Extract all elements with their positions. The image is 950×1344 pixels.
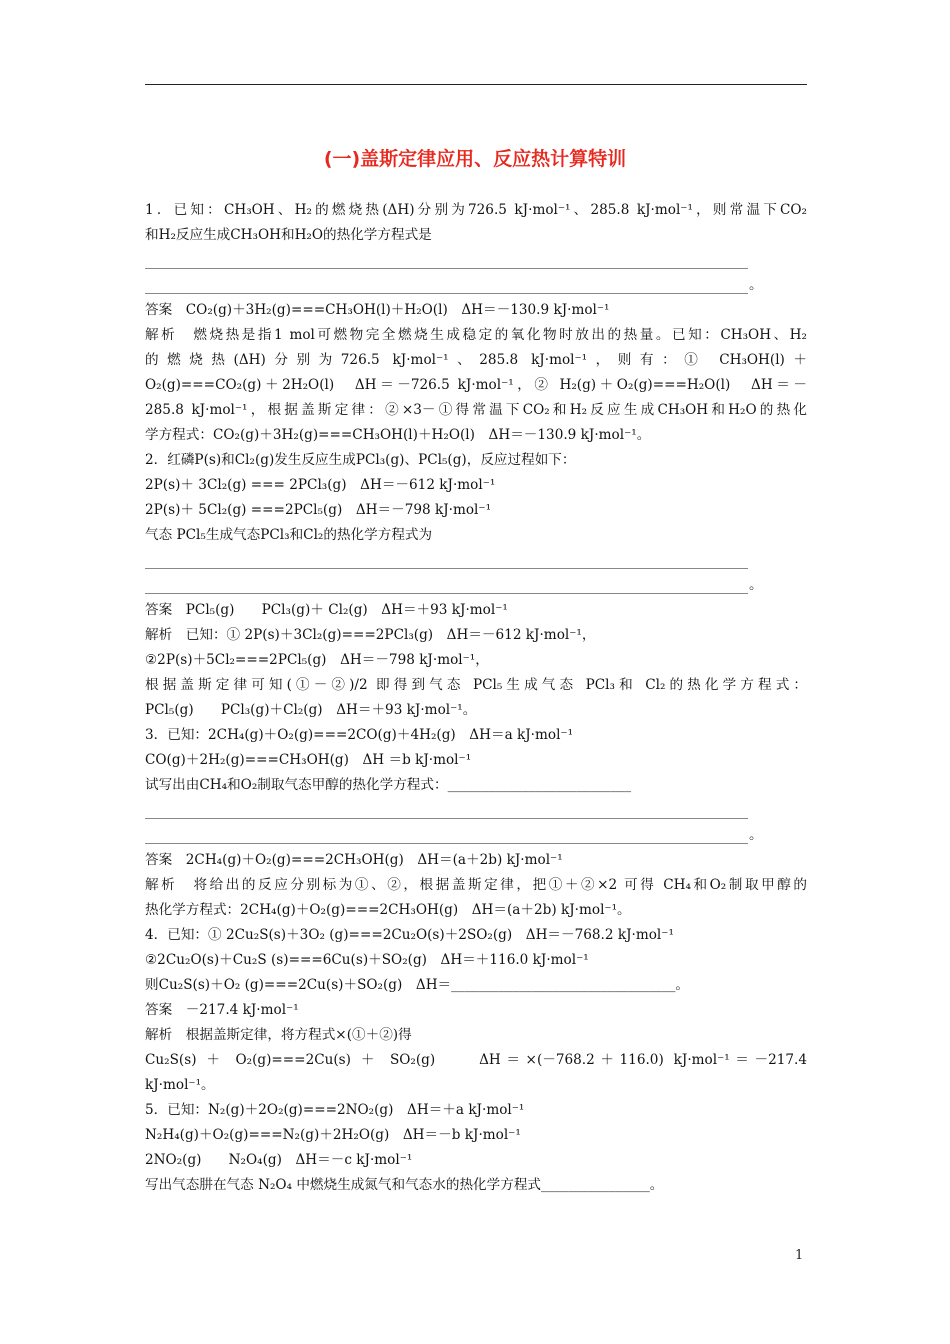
- text-line: 4．已知：① 2Cu₂S(s)＋3O₂ (g)===2Cu₂O(s)＋2SO₂(g) ΔH＝－768.2 kJ·mol⁻¹: [145, 927, 674, 943]
- answer-underline: [145, 268, 748, 269]
- text-line: N₂H₄(g)＋O₂(g)===N₂(g)＋2H₂O(g) ΔH＝－b kJ·mol⁻¹: [145, 1127, 521, 1143]
- text-line: 2．红磷P(s)和Cl₂(g)发生反应生成PCl₃(g)、PCl₅(g)，反应过程如下：: [145, 452, 576, 468]
- page-number: 1: [795, 1248, 804, 1263]
- page-title: (一)盖斯定律应用、反应热计算特训: [323, 148, 627, 170]
- text-line: 和H₂反应生成CH₃OH和H₂O的热化学方程式是: [145, 227, 432, 243]
- text-line: 答案 CO₂(g)＋3H₂(g)===CH₃OH(l)＋H₂O(l) ΔH＝－130.9 kJ·mol⁻¹: [145, 302, 610, 318]
- answer-blank-line: [145, 248, 807, 273]
- text-line: 答案 PCl₅(g) PCl₃(g)＋ Cl₂(g) ΔH＝＋93 kJ·mol⁻¹: [145, 602, 508, 618]
- text-line: 2P(s)＋ 3Cl₂(g) === 2PCl₃(g) ΔH＝－612 kJ·mol⁻¹: [145, 477, 496, 493]
- text-line: 解析 燃烧热是指1 mol可燃物完全燃烧生成稳定的氧化物时放出的热量。已知：CH₃OH、H₂: [145, 327, 807, 343]
- answer-underline: [145, 568, 748, 569]
- text-line: Cu₂S(s) ＋ O₂(g)===2Cu(s) ＋ SO₂(g) ΔH＝×(－768.2＋116.0) kJ·mol⁻¹＝－217.4: [145, 1052, 807, 1068]
- text-line: 答案 2CH₄(g)＋O₂(g)===2CH₃OH(g) ΔH＝(a＋2b) kJ·mol⁻¹: [145, 852, 563, 868]
- text-line: 学方程式：CO₂(g)＋3H₂(g)===CH₃OH(l)＋H₂O(l) ΔH＝－130.9 kJ·mol⁻¹。: [145, 427, 651, 443]
- blank-end-mark: 。: [749, 577, 763, 593]
- text-line: ②2Cu₂O(s)＋Cu₂S (s)===6Cu(s)＋SO₂(g) ΔH＝＋116.0 kJ·mol⁻¹: [145, 952, 589, 968]
- text-line: 解析 将给出的反应分别标为①、②，根据盖斯定律，把①＋②×2 可得 CH₄和O₂制取甲醇的: [145, 877, 807, 893]
- text-line: 3．已知：2CH₄(g)＋O₂(g)===2CO(g)＋4H₂(g) ΔH＝a kJ·mol⁻¹: [145, 727, 574, 743]
- text-line: 气态 PCl₅生成气态PCl₃和Cl₂的热化学方程式为: [145, 527, 433, 543]
- answer-underline: [145, 593, 748, 594]
- text-line: 的燃烧热(ΔH)分别为726.5 kJ·mol⁻¹、285.8 kJ·mol⁻¹，则有：① CH₃OH(l)＋: [145, 352, 807, 368]
- answer-underline: [145, 818, 748, 819]
- text-line: 写出气态肼在气态 N₂O₄ 中燃烧生成氮气和气态水的热化学方程式________________。: [145, 1177, 664, 1193]
- text-line: kJ·mol⁻¹。: [145, 1077, 215, 1093]
- answer-underline: [145, 843, 748, 844]
- header-rule: [145, 84, 807, 85]
- answer-blank-line: [145, 823, 807, 848]
- blank-end-mark: 。: [749, 827, 763, 843]
- text-line: 答案 －217.4 kJ·mol⁻¹: [145, 1002, 299, 1018]
- text-line: CO(g)＋2H₂(g)===CH₃OH(g) ΔH ＝b kJ·mol⁻¹: [145, 752, 472, 768]
- text-line: 解析 已知：① 2P(s)＋3Cl₂(g)===2PCl₃(g) ΔH＝－612 kJ·mol⁻¹，: [145, 627, 596, 643]
- blank-end-mark: 。: [749, 277, 763, 293]
- answer-underline: [145, 293, 748, 294]
- text-line: ②2P(s)＋5Cl₂===2PCl₅(g) ΔH＝－798 kJ·mol⁻¹，: [145, 652, 489, 668]
- answer-blank-line: [145, 273, 807, 298]
- text-line: 解析 根据盖斯定律，将方程式×(①＋②)得: [145, 1027, 412, 1043]
- text-line: 试写出由CH₄和O₂制取气态甲醇的热化学方程式：___________________________: [145, 777, 632, 793]
- text-line: 根据盖斯定律可知(①－②)/2 即得到气态 PCl₅生成气态 PCl₃和 Cl₂的热化学方程式：: [145, 677, 807, 693]
- document-body: [145, 198, 807, 1198]
- text-line: 则Cu₂S(s)＋O₂ (g)===2Cu(s)＋SO₂(g) ΔH＝_________________________________。: [145, 977, 690, 993]
- answer-blank-line: [145, 798, 807, 823]
- text-line: 热化学方程式：2CH₄(g)＋O₂(g)===2CH₃OH(g) ΔH＝(a＋2b) kJ·mol⁻¹。: [145, 902, 631, 918]
- answer-blank-line: [145, 573, 807, 598]
- answer-blank-line: [145, 548, 807, 573]
- text-line: O₂(g)===CO₂(g)＋2H₂O(l) ΔH＝－726.5 kJ·mol⁻¹，② H₂(g)＋O₂(g)===H₂O(l) ΔH＝－: [145, 377, 807, 393]
- text-line: PCl₅(g) PCl₃(g)＋Cl₂(g) ΔH＝＋93 kJ·mol⁻¹。: [145, 702, 477, 718]
- text-line: 2P(s)＋ 5Cl₂(g) ===2PCl₅(g) ΔH＝－798 kJ·mol⁻¹: [145, 502, 492, 518]
- text-line: 5．已知：N₂(g)＋2O₂(g)===2NO₂(g) ΔH＝＋a kJ·mol⁻¹: [145, 1102, 525, 1118]
- text-line: 285.8 kJ·mol⁻¹，根据盖斯定律：②×3－①得常温下CO₂和H₂反应生成CH₃OH和H₂O的热化: [145, 402, 807, 418]
- text-line: 1．已知：CH₃OH、H₂的燃烧热(ΔH)分别为726.5 kJ·mol⁻¹、285.8 kJ·mol⁻¹，则常温下CO₂: [145, 202, 807, 218]
- text-line: 2NO₂(g) N₂O₄(g) ΔH＝－c kJ·mol⁻¹: [145, 1152, 413, 1168]
